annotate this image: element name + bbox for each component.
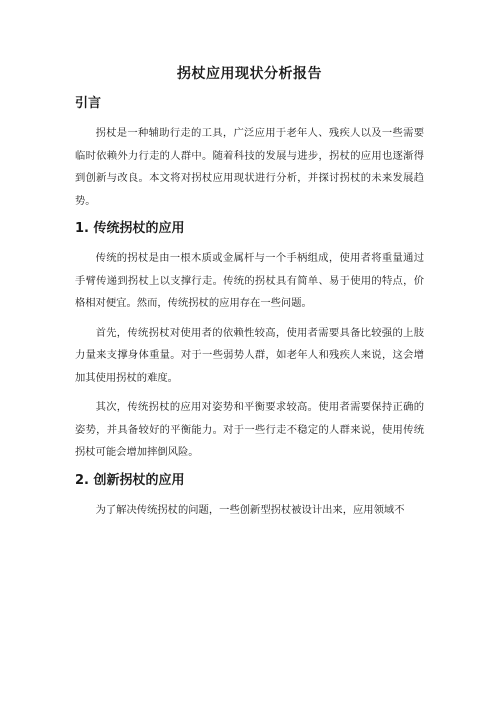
section-1-paragraph-2: 首先，传统拐杖对使用者的依赖性较高，使用者需要具备比较强的上肢力量来支撑身体重量。对于一些弱势人群，如老年人和残疾人来说，这会增加其使用拐杖的难度。 bbox=[75, 326, 424, 384]
section-1-paragraph-1: 传统的拐杖是由一根木质或金属杆与一个手柄组成，使用者将重量通过手臂传递到拐杖上以支撑行走。传统的拐杖具有简单、易于使用的特点，价格相对便宜。然而，传统拐杖的应用存在一些问题。 bbox=[75, 252, 424, 309]
intro-paragraph: 拐杖是一种辅助行走的工具，广泛应用于老年人、残疾人以及一些需要临时依赖外力行走的人群中。随着科技的发展与进步，拐杖的应用也逐渐得到创新与改良。本文将对拐杖应用现状进行分析，并探讨拐杖的未来发展趋势。 bbox=[75, 127, 424, 207]
document-title: 拐杖应用现状分析报告 bbox=[177, 66, 322, 82]
intro-heading: 引言 bbox=[75, 96, 102, 111]
section-2-paragraph-1: 为了解决传统拐杖的问题，一些创新型拐杖被设计出来，应用领域不 bbox=[95, 503, 405, 516]
section-1-heading: 1. 传统拐杖的应用 bbox=[75, 221, 185, 236]
section-2-heading: 2. 创新拐杖的应用 bbox=[75, 472, 185, 488]
section-1-paragraph-3: 其次，传统拐杖的应用对姿势和平衡要求较高。使用者需要保持正确的姿势，并具备较好的平衡能力。对于一些行走不稳定的人群来说，使用传统拐杖可能会增加摔倒风险。 bbox=[75, 401, 424, 458]
